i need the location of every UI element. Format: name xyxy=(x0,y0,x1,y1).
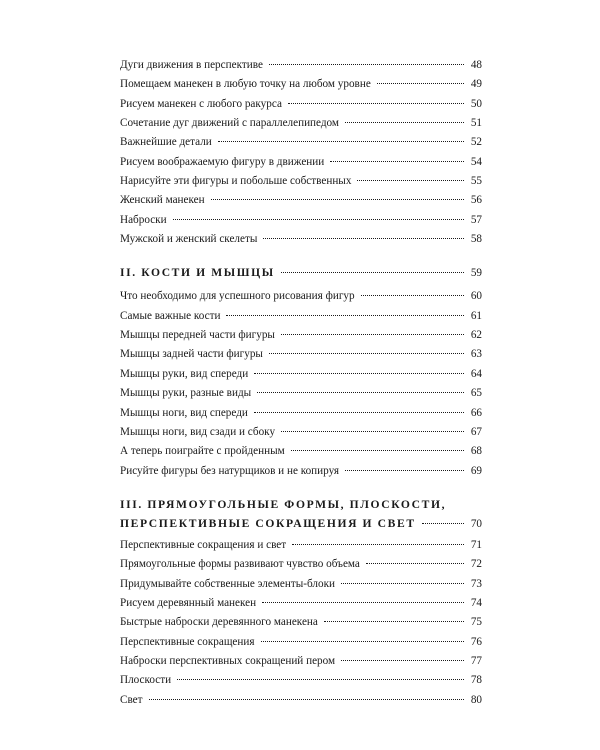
toc-entry-page: 80 xyxy=(470,693,482,706)
dot-leader xyxy=(257,392,464,393)
toc-entry xyxy=(120,287,482,306)
toc-entry-title: Дуги движения в перспективе xyxy=(120,59,263,71)
toc-entry-title: Мужской и женский скелеты xyxy=(120,233,258,246)
chapter-entries xyxy=(120,287,482,480)
chapter-title-line-2: ПЕРСПЕКТИВНЫЕ СОКРАЩЕНИЯ И СВЕТ xyxy=(120,516,416,530)
toc-entry-page: 73 xyxy=(470,577,482,590)
toc-entry xyxy=(120,365,482,384)
toc-entry-page: 77 xyxy=(470,654,482,667)
dot-leader xyxy=(149,699,464,700)
toc-entry-page: 65 xyxy=(470,387,482,400)
toc-entry xyxy=(120,384,482,403)
toc-entry xyxy=(120,133,482,152)
toc-entry-title: Перспективные сокращения xyxy=(120,635,255,648)
dot-leader xyxy=(292,544,464,545)
dot-leader xyxy=(361,295,464,296)
toc-entry xyxy=(120,345,482,364)
toc-entry-title: Помещаем манекен в любую точку на любом уровне xyxy=(120,78,371,91)
toc-entry-page: 61 xyxy=(470,309,482,322)
toc-entry-page: 52 xyxy=(470,136,482,149)
toc-entry xyxy=(120,671,482,690)
toc-entry-title: Наброски xyxy=(120,213,167,226)
toc-entry-title: Свет xyxy=(120,693,143,706)
dot-leader xyxy=(345,470,464,471)
toc-entry xyxy=(120,153,482,172)
dot-leader xyxy=(173,219,464,220)
toc-entry-title: Быстрые наброски деревянного манекена xyxy=(120,616,318,629)
toc-entry-title: Прямоугольные формы развивают чувство объема xyxy=(120,558,360,571)
toc-entry xyxy=(120,230,482,249)
dot-leader xyxy=(269,64,464,65)
toc-entry-page: 74 xyxy=(470,596,482,609)
dot-leader xyxy=(291,450,464,451)
toc-entry-title: Важнейшие детали xyxy=(120,136,212,149)
toc-entry-title: Мышцы задней части фигуры xyxy=(120,348,263,361)
chapter-page: 70 xyxy=(470,517,482,530)
toc-entry-page: 76 xyxy=(470,635,482,648)
toc-entry xyxy=(120,191,482,210)
toc-entry-page: 75 xyxy=(470,616,482,629)
dot-leader xyxy=(345,122,464,123)
toc-entry xyxy=(120,594,482,613)
toc-entry-page: 66 xyxy=(470,406,482,419)
toc-entry-title: Перспективные сокращения и свет xyxy=(120,538,287,551)
dot-leader xyxy=(324,621,464,622)
toc-entry-page: 57 xyxy=(470,213,482,226)
dot-leader xyxy=(357,180,464,181)
dot-leader xyxy=(377,83,464,84)
toc-entry xyxy=(120,172,482,191)
toc-entry-page: 68 xyxy=(470,445,482,458)
toc-entry xyxy=(120,536,482,555)
toc-entry-page: 56 xyxy=(470,194,482,207)
chapter-heading xyxy=(120,262,482,283)
toc-entry-page: 64 xyxy=(470,367,482,380)
chapter-heading xyxy=(120,495,482,533)
dot-leader xyxy=(226,315,464,316)
toc-entry-page: 63 xyxy=(470,348,482,361)
toc-entry-page: 58 xyxy=(470,233,482,246)
chapter-entries xyxy=(120,536,482,710)
dot-leader xyxy=(341,660,464,661)
toc-entry-title: Плоскости xyxy=(120,674,172,687)
dot-leader xyxy=(263,238,464,239)
dot-leader xyxy=(288,103,464,104)
toc-entry-page: 50 xyxy=(470,97,482,110)
dot-leader xyxy=(262,602,464,603)
toc-entry-title: Сочетание дуг движений с параллелепипедом xyxy=(120,117,340,130)
dot-leader xyxy=(422,523,464,524)
dot-leader xyxy=(269,353,464,354)
toc-entry xyxy=(120,75,482,94)
toc-entry xyxy=(120,555,482,574)
toc-entry-page: 51 xyxy=(470,117,482,130)
toc-entry-page: 54 xyxy=(470,155,482,168)
toc-entry xyxy=(120,326,482,345)
toc-entry-page: 55 xyxy=(470,175,482,188)
toc-entry-title: Нарисуйте эти фигуры и побольше собственных xyxy=(120,175,352,188)
dot-leader xyxy=(330,161,464,162)
toc-entry-page: 60 xyxy=(470,290,482,303)
toc-entry-title: Наброски перспективных сокращений пером xyxy=(120,654,336,667)
table-of-contents xyxy=(120,56,482,710)
toc-entry-title: Придумывайте собственные элементы-блоки xyxy=(120,577,335,590)
toc-entry-page: 48 xyxy=(470,59,482,71)
chapter-page: 59 xyxy=(470,267,482,280)
toc-entry-title: Что необходимо для успешного рисования фигур xyxy=(120,290,355,303)
toc-entry-page: 71 xyxy=(470,538,482,551)
toc-entry-title: Рисуем деревянный манекен xyxy=(120,596,257,609)
toc-entry-page: 67 xyxy=(470,425,482,438)
toc-entry-title: Рисуйте фигуры без натурщиков и не копируя xyxy=(120,464,340,477)
toc-entry xyxy=(120,114,482,133)
toc-entry xyxy=(120,652,482,671)
toc-entry-page: 62 xyxy=(470,329,482,342)
section-list xyxy=(120,56,482,249)
dot-leader xyxy=(341,583,464,584)
toc-entry-title: А теперь поиграйте с пройденным xyxy=(120,445,285,458)
toc-entry xyxy=(120,307,482,326)
toc-entry-title: Рисуем манекен с любого ракурса xyxy=(120,97,282,110)
dot-leader xyxy=(261,641,464,642)
toc-entry-title: Мышцы руки, разные виды xyxy=(120,387,252,400)
toc-entry xyxy=(120,613,482,632)
toc-entry-title: Мышцы ноги, вид сзади и сбоку xyxy=(120,425,276,438)
dot-leader xyxy=(281,334,464,335)
toc-entry xyxy=(120,442,482,461)
toc-entry xyxy=(120,633,482,652)
toc-entry xyxy=(120,404,482,423)
toc-entry-title: Мышцы ноги, вид спереди xyxy=(120,406,248,419)
toc-entry xyxy=(120,462,482,481)
toc-entry-title: Женский манекен xyxy=(120,194,205,207)
toc-entry xyxy=(120,56,482,75)
toc-entry xyxy=(120,423,482,442)
toc-entry xyxy=(120,211,482,230)
dot-leader xyxy=(177,679,464,680)
dot-leader xyxy=(254,412,464,413)
toc-entry xyxy=(120,691,482,710)
toc-entry-page: 49 xyxy=(470,78,482,91)
toc-entry-title: Мышцы руки, вид спереди xyxy=(120,367,249,380)
dot-leader xyxy=(218,141,464,142)
toc-entry-page: 72 xyxy=(470,558,482,571)
chapter-title: II. КОСТИ И МЫШЦЫ xyxy=(120,266,275,280)
dot-leader xyxy=(281,272,464,273)
dot-leader xyxy=(254,373,464,374)
toc-entry-page: 78 xyxy=(470,674,482,687)
chapter-title-row xyxy=(120,514,482,533)
toc-entry xyxy=(120,95,482,114)
dot-leader xyxy=(281,431,464,432)
toc-entry-title: Рисуем воображаемую фигуру в движении xyxy=(120,155,325,168)
toc-entry-page: 69 xyxy=(470,464,482,477)
dot-leader xyxy=(366,563,464,564)
chapter-title-line-1: III. ПРЯМОУГОЛЬНЫЕ ФОРМЫ, ПЛОСКОСТИ, xyxy=(120,497,447,511)
toc-entry-title: Мышцы передней части фигуры xyxy=(120,329,275,342)
toc-entry-title: Самые важные кости xyxy=(120,309,221,322)
dot-leader xyxy=(211,199,464,200)
toc-entry xyxy=(120,575,482,594)
